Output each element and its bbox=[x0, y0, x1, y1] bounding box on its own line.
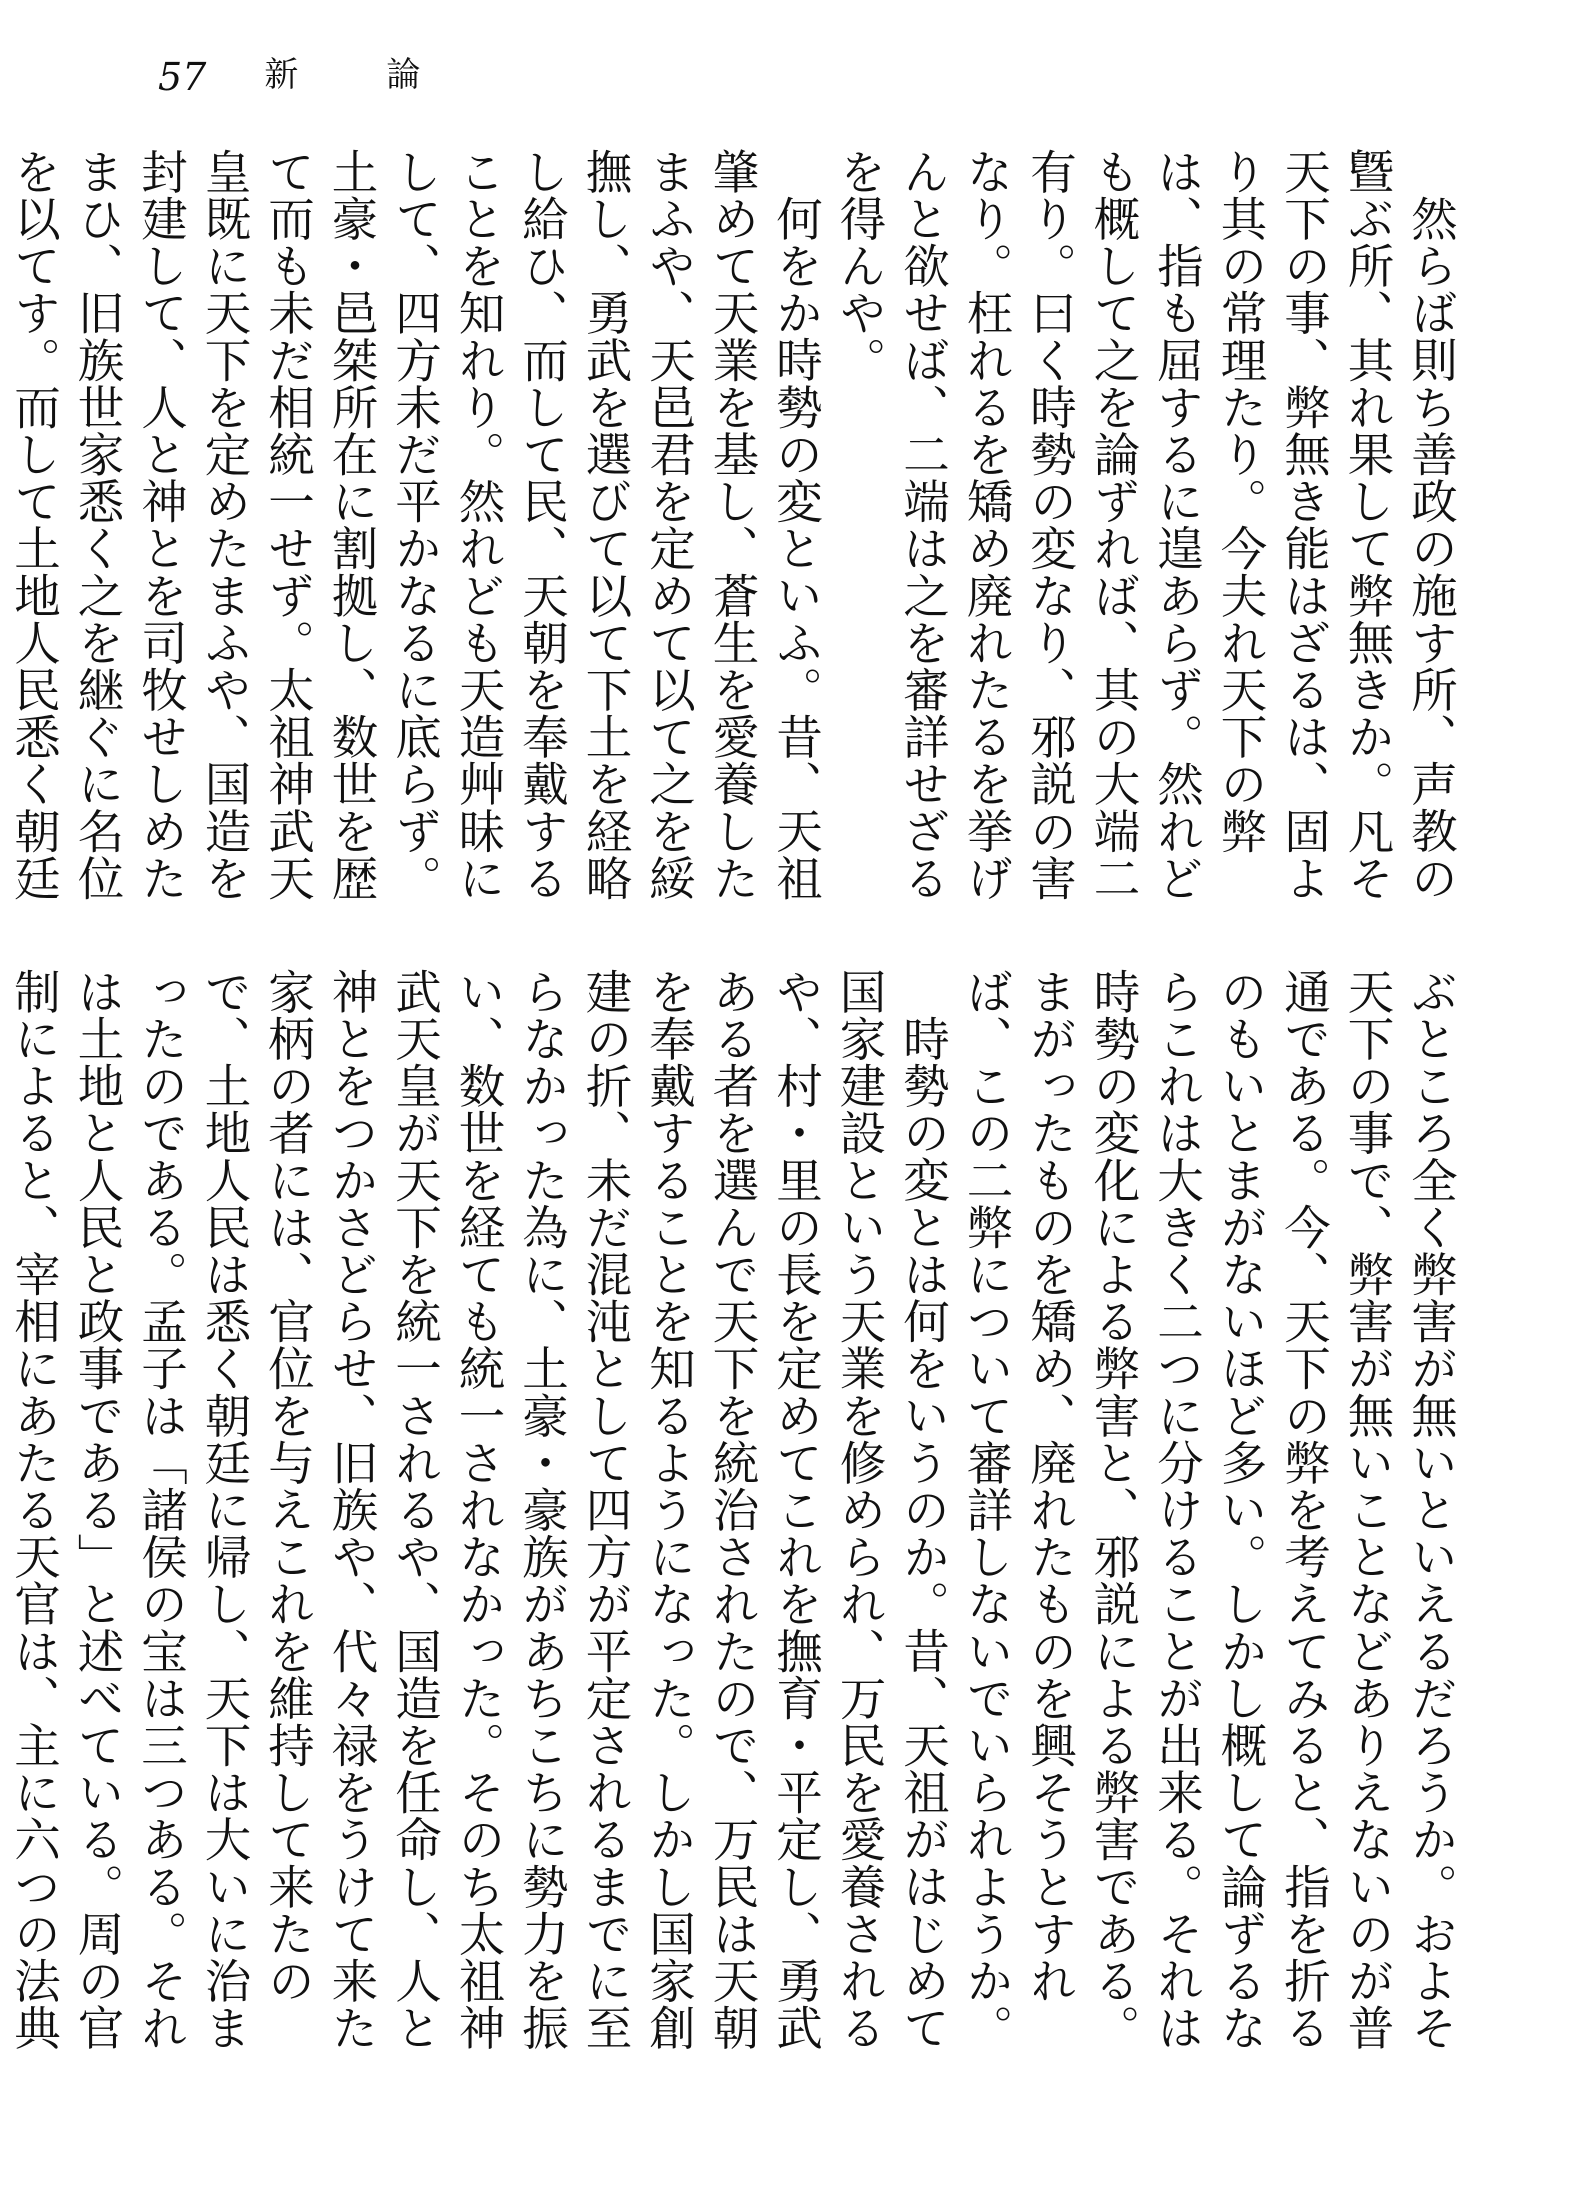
book-title bbox=[264, 55, 421, 95]
classical-text-block bbox=[0, 148, 1462, 934]
classical-paragraph: 何をか時勢の変といふ。昔、天祖肇めて天業を基し、蒼生を愛養したまふや、天邑君を定めて以て之を綏撫し、勇武を選びて以て下土を経略し給ひ、而して民、天朝を奉戴することを知れり。然れども天造艸昧にして、四方未だ平かなるに底らず。土豪・邑桀所在に割拠し、数世を歴て而も未だ相統一せず。太祖神武天皇既に天下を定めたまふや、国造を封建して、人と神とを司牧せしめたまひ、旧族世家悉く之を継ぐに名位を以てす。而して土地人民悉く朝廷 bbox=[7, 148, 823, 902]
page-header bbox=[158, 55, 421, 118]
book-title-char: 新 bbox=[264, 55, 299, 95]
modern-paragraph: 時勢の変とは何をいうのか。昔、天祖がはじめて国家建設という天業を修められ、万民を愛養されるや、村・里の長を定めてこれを撫育・平定し、勇武ある者を選んで天下を統治されたので、万民は天朝を奉戴することを知るようになった。しかし国家創建の折、未だ混沌として四方が平定されるまでに至らなかった為に、土豪・豪族があちこちに勢力を振い、数世を経ても統一されなかった。そのち太祖神武天皇が天下を統一されるや、国造を任命し、人と神とをつかさどらせ、旧族や、代々禄をうけて来た家柄の者には、官位を与えこれを維持して来たので、土地人民は悉く朝廷に帰し、天下は大いに治まったのである。孟子は「諸侯の宝は三つある。それは土地と人民と政事である」と述べている。周の官制によると、宰相にあたる天官は、主に六つの法典 bbox=[7, 968, 950, 2052]
page-number: 57 bbox=[158, 55, 207, 99]
modern-translation-block bbox=[0, 968, 1462, 2088]
book-title-char: 論 bbox=[386, 55, 421, 95]
classical-paragraph: 然らば則ち善政の施す所、声教の曁ぶ所、其れ果して弊無きか。凡そ天下の事、弊無き能はざるは、固より其の常理たり。今夫れ天下の弊は、指も屈するに遑あらず。然れども概して之を論ずれば、其の大端二有り。曰く時勢の変なり、邪説の害なり。枉れるを矯め廃れたるを挙げんと欲せば、二端は之を審詳せざるを得んや。 bbox=[832, 148, 1458, 902]
modern-paragraph-continued: ぶところ全く弊害が無いといえるだろうか。およそ天下の事で、弊害が無いことなどありえないのが普通である。今、天下の弊を考えてみると、指を折るのもいとまがないほど多い。しかし概して論ずるならこれは大きく二つに分けることが出来る。それは時勢の変化による弊害と、邪説による弊害である。まがったものを矯め、廃れたものを興そうとすれば、この二弊について審詳しないでいられようか。 bbox=[959, 968, 1458, 2052]
